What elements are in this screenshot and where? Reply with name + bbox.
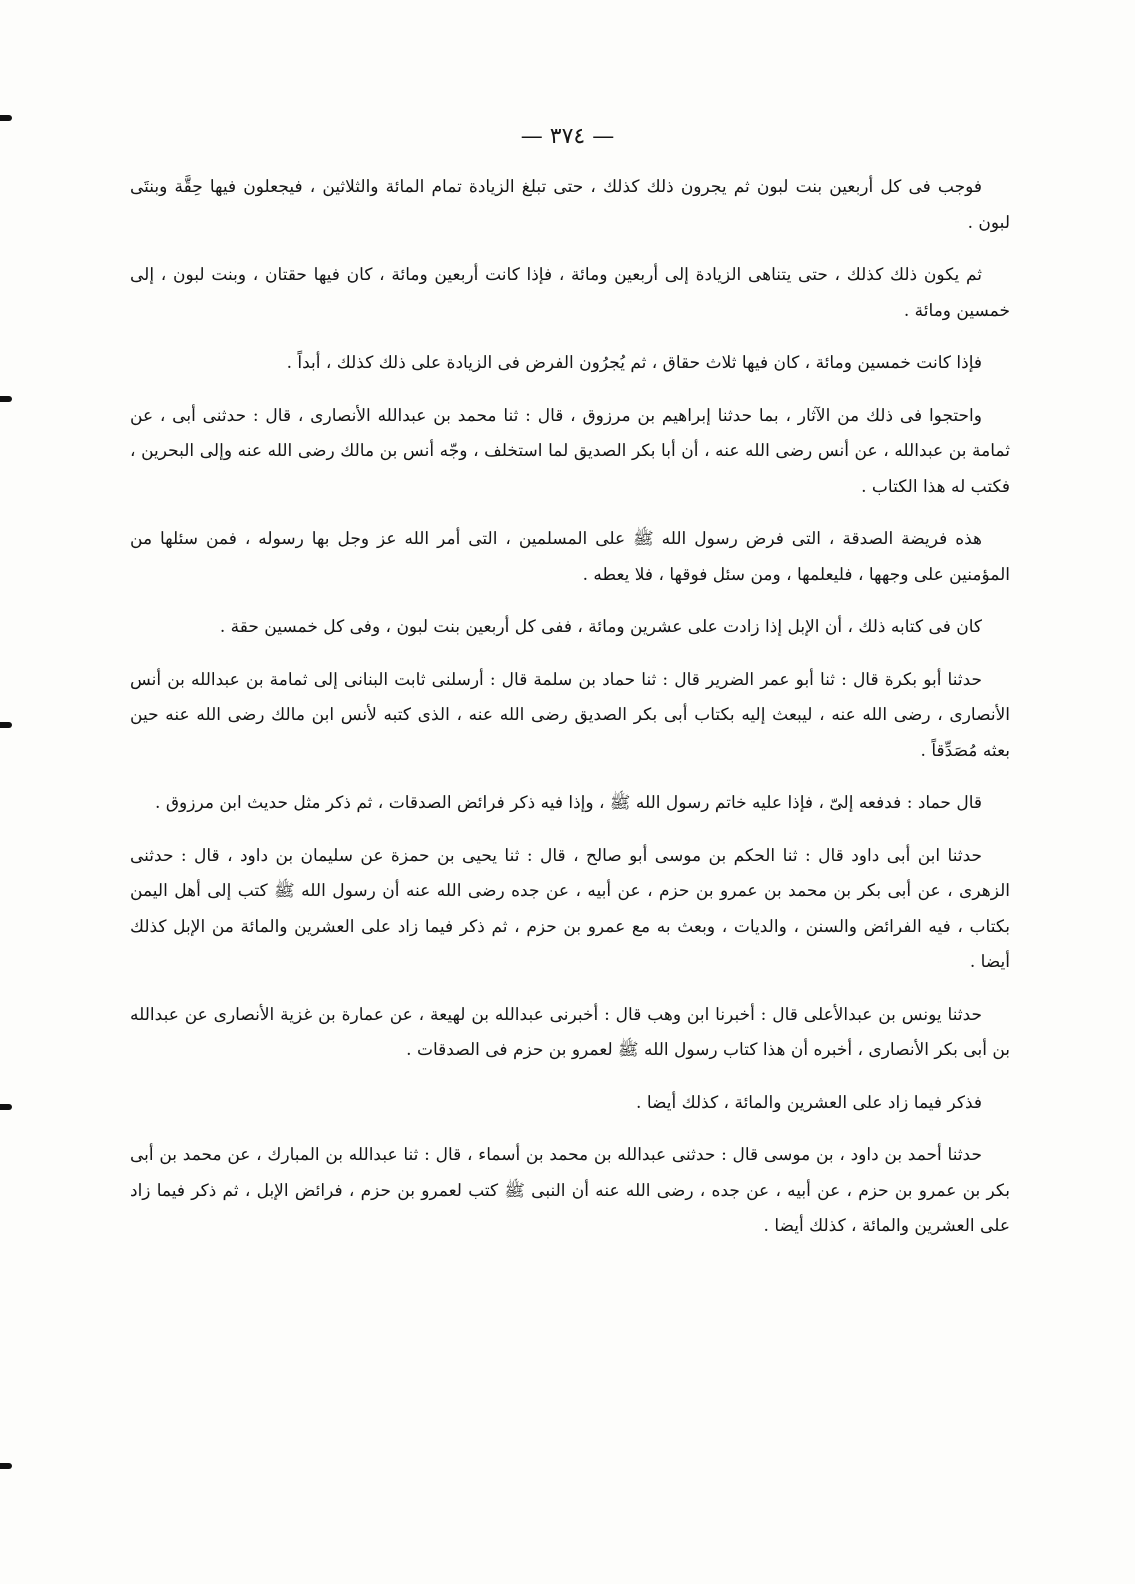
paragraph: حدثنا أحمد بن داود ، بن موسى قال : حدثنى عبدالله بن محمد بن أسماء ، قال : ثنا عبدالله بن المبارك ، عن محمد بن أبى بكر بن عمرو بن حزم ، عن أبيه ، عن جده ، رضى الله عنه أن النبى ﷺ كتب لعمرو بن حزم ، فرائض الإبل ، ثم ذكر فيما زاد على العشرين والمائة ، كذلك أيضا . — [130, 1145, 1010, 1236]
paragraph: فإذا كانت خمسين ومائة ، كان فيها ثلاث حقاق ، ثم يُجرُون الفرض فى الزيادة على ذلك كذلك ، أبداً . — [286, 353, 982, 373]
paragraph: واحتجوا فى ذلك من الآثار ، بما حدثنا إبراهيم بن مرزوق ، قال : ثنا محمد بن عبدالله الأنصارى ، قال : حدثنى أبى ، عن ثمامة بن عبدالله ، عن أنس رضى الله عنه ، أن أبا بكر الصديق لما استخلف ، وجّه أنس بن مالك رضى الله عنه وإلى البحرين ، فكتب له هذا الكتاب . — [130, 405, 1010, 497]
scan-edge-mark — [0, 722, 12, 728]
paragraph: كان فى كتابه ذلك ، أن الإبل إذا زادت على عشرين ومائة ، ففى كل أربعين بنت لبون ، وفى كل خمسين حقة . — [219, 617, 982, 637]
paragraph: حدثنا ابن أبى داود قال : ثنا الحكم بن موسى أبو صالح ، قال : ثنا يحيى بن حمزة عن سليمان بن داود ، قال : حدثنى الزهرى ، عن أبى بكر بن محمد بن عمرو بن حزم ، عن أبيه ، عن جده رضى الله عنه أن رسول الله ﷺ كتب إلى أهل اليمن بكتاب ، فيه الفرائض والسنن ، والديات ، وبعث به مع عمرو بن حزم ، ثم ذكر فيما زاد على العشرين والمائة من الإبل كذلك أيضا . — [130, 845, 1010, 972]
scan-edge-mark — [0, 1463, 12, 1469]
body-text — [130, 170, 1010, 1262]
paragraph: قال حماد : فدفعه إلىّ ، فإذا عليه خاتم رسول الله ﷺ ، وإذا فيه ذكر فرائض الصدقات ، ثم ذكر مثل حديث ابن مرزوق . — [155, 793, 982, 813]
paragraph: هذه فريضة الصدقة ، التى فرض رسول الله ﷺ على المسلمين ، التى أمر الله عز وجل بها رسوله ، فمن سئلها من المؤمنين على وجهها ، فليعلمها ، ومن سئل فوقها ، فلا يعطه . — [130, 529, 1010, 585]
scan-edge-mark — [0, 1104, 12, 1110]
scan-edge-mark — [0, 115, 12, 121]
page-number: — ٣٧٤ — — [520, 124, 615, 149]
paragraph: فذكر فيما زاد على العشرين والمائة ، كذلك أيضا . — [636, 1092, 982, 1113]
paragraph: حدثنا يونس بن عبدالأعلى قال : أخبرنا ابن وهب قال : أخبرنى عبدالله بن لهيعة ، عن عمارة بن غزية الأنصارى عن عبدالله بن أبى بكر الأنصارى ، أخبره أن هذا كتاب رسول الله ﷺ لعمرو بن حزم فى الصدقات . — [130, 1004, 1010, 1060]
paragraph: ثم يكون ذلك كذلك ، حتى يتناهى الزيادة إلى أربعين ومائة ، فإذا كانت أربعين ومائة ، كان فيها حقتان ، وبنت لبون ، إلى خمسين ومائة . — [130, 265, 1010, 321]
paragraph: حدثنا أبو بكرة قال : ثنا أبو عمر الضرير قال : ثنا حماد بن سلمة قال : أرسلنى ثابت البنانى إلى ثمامة بن عبدالله بن أنس الأنصارى ، رضى الله عنه ، ليبعث إليه بكتاب أبى بكر الصديق رضى الله عنه ، الذى كتبه لأنس ابن مالك رضى الله عنه حين بعثه مُصَدِّقاً . — [130, 669, 1010, 761]
scan-edge-mark — [0, 396, 12, 402]
paragraph: فوجب فى كل أربعين بنت لبون ثم يجرون ذلك كذلك ، حتى تبلغ الزيادة تمام المائة والثلاثين ، فيجعلون فيها حِقَّة وبنتَى لبون . — [130, 177, 1010, 233]
